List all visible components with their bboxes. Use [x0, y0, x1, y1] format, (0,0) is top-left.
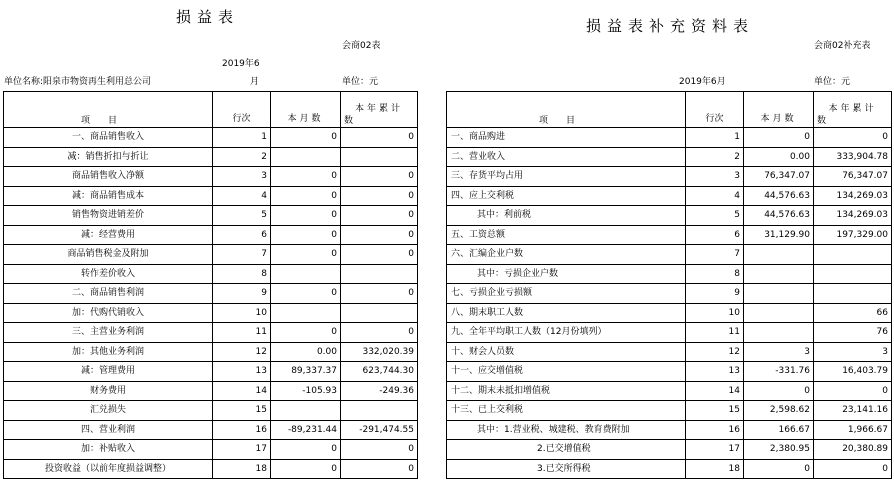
row-month-cell	[271, 147, 341, 167]
row-line-no-cell: 10	[213, 303, 271, 323]
row-item-cell: 八、期末职工人数	[447, 303, 686, 323]
row-item-cell: 五、工资总额	[447, 225, 686, 245]
row-month-cell: 31,129.90	[744, 225, 814, 245]
row-month-cell	[744, 245, 814, 265]
row-ytd-cell: 0	[341, 323, 418, 343]
table-row	[447, 440, 892, 460]
row-line-no-cell: 8	[213, 264, 271, 284]
table-row	[4, 284, 418, 304]
row-ytd-cell: 0	[341, 128, 418, 148]
row-item-cell: 十一、应交增值税	[447, 362, 686, 382]
table-row	[447, 284, 892, 304]
row-item-cell: 三、存货平均占用	[447, 167, 686, 187]
row-month-cell: 2,598.62	[744, 401, 814, 421]
table-row	[447, 264, 892, 284]
table-row	[447, 459, 892, 479]
row-ytd-cell: -291,474.55	[341, 420, 418, 440]
row-ytd-cell: 76	[814, 323, 892, 343]
row-item-cell: 一、商品购进	[447, 128, 686, 148]
row-item-cell: 2.已交增值税	[447, 440, 686, 460]
row-line-no-cell: 17	[213, 440, 271, 460]
row-line-no-cell: 17	[686, 440, 744, 460]
table-row	[447, 225, 892, 245]
table-row	[447, 362, 892, 382]
row-month-cell: 0	[271, 206, 341, 226]
row-line-no-cell: 18	[213, 459, 271, 479]
income-supplement-table	[446, 91, 892, 479]
row-month-cell: -331.76	[744, 362, 814, 382]
row-line-no-cell: 12	[686, 342, 744, 362]
row-item-cell: 减：经营费用	[4, 225, 213, 245]
row-ytd-cell: 1,966.67	[814, 420, 892, 440]
row-ytd-cell	[814, 264, 892, 284]
row-month-cell: 0	[271, 167, 341, 187]
row-line-no-cell: 2	[213, 147, 271, 167]
right-form-code: 会商02补充表	[814, 41, 871, 51]
row-month-cell: -105.93	[271, 381, 341, 401]
table-row	[447, 206, 892, 226]
row-item-cell: 二、营业收入	[447, 147, 686, 167]
row-month-cell: 0.00	[744, 147, 814, 167]
row-month-cell: 0	[744, 128, 814, 148]
row-month-cell: 0	[271, 459, 341, 479]
row-item-cell: 销售物资进销差价	[4, 206, 213, 226]
row-line-no-cell: 16	[686, 420, 744, 440]
row-month-cell: 3	[744, 342, 814, 362]
row-month-cell: 0	[271, 284, 341, 304]
row-item-cell: 其中：利前税	[447, 206, 686, 226]
row-line-no-cell: 5	[213, 206, 271, 226]
table-row	[4, 401, 418, 421]
row-line-no-cell: 18	[686, 459, 744, 479]
table-row	[447, 323, 892, 343]
row-item-cell: 四、营业利润	[4, 420, 213, 440]
table-row	[4, 420, 418, 440]
income-statement-table	[3, 91, 418, 479]
row-ytd-cell: 0	[814, 459, 892, 479]
row-ytd-cell: 0	[341, 284, 418, 304]
row-line-no-cell: 1	[686, 128, 744, 148]
row-ytd-cell: 0	[814, 128, 892, 148]
row-ytd-cell: 134,269.03	[814, 206, 892, 226]
row-month-cell: 44,576.63	[744, 206, 814, 226]
row-line-no-cell: 13	[686, 362, 744, 382]
row-line-no-cell: 5	[686, 206, 744, 226]
row-ytd-cell	[341, 264, 418, 284]
row-ytd-cell: 0	[341, 245, 418, 265]
row-ytd-cell: 20,380.89	[814, 440, 892, 460]
table-row	[4, 264, 418, 284]
row-ytd-cell	[341, 303, 418, 323]
row-item-cell: 加：其他业务利润	[4, 342, 213, 362]
row-ytd-cell: 0	[341, 186, 418, 206]
row-line-no-cell: 7	[213, 245, 271, 265]
row-month-cell	[744, 323, 814, 343]
row-month-cell: -89,231.44	[271, 420, 341, 440]
row-ytd-cell: 76,347.07	[814, 167, 892, 187]
row-item-cell: 其中：亏损企业户数	[447, 264, 686, 284]
row-line-no-cell: 3	[213, 167, 271, 187]
header-ytd-line1: 本年累计	[354, 104, 403, 114]
row-ytd-cell: 332,020.39	[341, 342, 418, 362]
table-row	[4, 147, 418, 167]
row-item-cell: 六、汇编企业户数	[447, 245, 686, 265]
row-month-cell: 166.67	[744, 420, 814, 440]
row-month-cell	[271, 303, 341, 323]
row-month-cell: 0	[744, 459, 814, 479]
row-item-cell: 十、财会人员数	[447, 342, 686, 362]
header-ytd-line2: 数	[344, 116, 354, 126]
left-date-line2: 月	[250, 77, 260, 87]
table-row	[4, 167, 418, 187]
row-line-no-cell: 15	[213, 401, 271, 421]
row-line-no-cell: 9	[686, 284, 744, 304]
row-item-cell: 四、应上交利税	[447, 186, 686, 206]
left-unit-name: 单位名称:阳泉市物资再生利用总公司	[4, 77, 152, 87]
row-line-no-cell: 12	[213, 342, 271, 362]
row-line-no-cell: 4	[213, 186, 271, 206]
table-row	[4, 342, 418, 362]
right-title: 损益表补充资料表	[586, 17, 755, 35]
row-line-no-cell: 6	[213, 225, 271, 245]
row-item-cell: 加：补贴收入	[4, 440, 213, 460]
header-month: 本月数	[744, 92, 814, 128]
row-line-no-cell: 16	[213, 420, 271, 440]
row-item-cell: 十二、期末未抵扣增值税	[447, 381, 686, 401]
row-ytd-cell	[341, 147, 418, 167]
row-month-cell: 0	[744, 381, 814, 401]
row-item-cell: 减：销售折扣与折让	[4, 147, 213, 167]
table-row	[447, 186, 892, 206]
row-item-cell: 一、商品销售收入	[4, 128, 213, 148]
row-ytd-cell	[341, 401, 418, 421]
row-item-cell: 汇兑损失	[4, 401, 213, 421]
row-item-cell: 三、主营业务利润	[4, 323, 213, 343]
row-item-cell: 九、全年平均职工人数（12月份填列）	[447, 323, 686, 343]
table-row	[447, 128, 892, 148]
table-row	[4, 128, 418, 148]
table-row	[4, 440, 418, 460]
row-line-no-cell: 8	[686, 264, 744, 284]
row-ytd-cell: 0	[341, 167, 418, 187]
row-month-cell: 2,380.95	[744, 440, 814, 460]
row-line-no-cell: 3	[686, 167, 744, 187]
row-line-no-cell: 1	[213, 128, 271, 148]
row-item-cell: 减：管理费用	[4, 362, 213, 382]
row-ytd-cell: 623,744.30	[341, 362, 418, 382]
row-ytd-cell: 197,329.00	[814, 225, 892, 245]
table-row	[4, 381, 418, 401]
row-month-cell: 76,347.07	[744, 167, 814, 187]
header-ytd	[341, 92, 418, 128]
table-row	[447, 420, 892, 440]
row-month-cell	[744, 303, 814, 323]
table-row	[4, 206, 418, 226]
table-row	[447, 245, 892, 265]
row-month-cell: 0	[271, 245, 341, 265]
row-item-cell: 十三、已上交利税	[447, 401, 686, 421]
row-month-cell: 44,576.63	[744, 186, 814, 206]
row-month-cell: 0	[271, 128, 341, 148]
row-item-cell: 七、亏损企业亏损额	[447, 284, 686, 304]
row-item-cell: 其中：1.营业税、城建税、教育费附加	[447, 420, 686, 440]
table-row	[447, 401, 892, 421]
header-line-no: 行次	[213, 92, 271, 128]
left-currency-unit: 单位：元	[342, 77, 379, 87]
left-date-line1: 2019年6	[222, 59, 260, 69]
table-row	[4, 362, 418, 382]
row-ytd-cell: 134,269.03	[814, 186, 892, 206]
row-line-no-cell: 9	[213, 284, 271, 304]
row-ytd-cell	[814, 284, 892, 304]
row-item-cell: 3.已交所得税	[447, 459, 686, 479]
header-item: 项目	[4, 92, 213, 128]
row-item-cell: 加：代购代销收入	[4, 303, 213, 323]
row-item-cell: 商品销售收入净额	[4, 167, 213, 187]
row-ytd-cell	[814, 245, 892, 265]
row-month-cell: 0	[271, 225, 341, 245]
row-line-no-cell: 13	[213, 362, 271, 382]
row-line-no-cell: 10	[686, 303, 744, 323]
row-ytd-cell: 3	[814, 342, 892, 362]
header-item: 项目	[447, 92, 686, 128]
table-row	[4, 303, 418, 323]
row-ytd-cell: 23,141.16	[814, 401, 892, 421]
left-title: 损益表	[176, 8, 240, 26]
table-row	[447, 381, 892, 401]
row-item-cell: 商品销售税金及附加	[4, 245, 213, 265]
row-line-no-cell: 11	[686, 323, 744, 343]
row-month-cell	[744, 264, 814, 284]
row-line-no-cell: 2	[686, 147, 744, 167]
header-line-no: 行次	[686, 92, 744, 128]
table-row	[4, 186, 418, 206]
table-header-row	[4, 92, 418, 128]
table-row	[447, 342, 892, 362]
row-line-no-cell: 7	[686, 245, 744, 265]
row-month-cell: 0	[271, 186, 341, 206]
row-item-cell: 转作差价收入	[4, 264, 213, 284]
table-row	[447, 167, 892, 187]
row-ytd-cell: 0	[341, 206, 418, 226]
header-ytd-line1: 本年累计	[828, 104, 877, 114]
row-month-cell	[271, 264, 341, 284]
header-ytd	[814, 92, 892, 128]
right-date: 2019年6月	[679, 77, 726, 87]
row-ytd-cell: 0	[814, 381, 892, 401]
right-currency-unit: 单位：元	[814, 77, 851, 87]
row-ytd-cell: -249.36	[341, 381, 418, 401]
row-line-no-cell: 15	[686, 401, 744, 421]
left-form-code: 会商02表	[342, 41, 381, 51]
header-ytd-line2: 数	[817, 116, 827, 126]
table-row	[4, 323, 418, 343]
table-row	[447, 303, 892, 323]
row-month-cell: 89,337.37	[271, 362, 341, 382]
header-month: 本月数	[271, 92, 341, 128]
row-month-cell	[744, 284, 814, 304]
row-line-no-cell: 6	[686, 225, 744, 245]
row-line-no-cell: 14	[686, 381, 744, 401]
row-month-cell: 0	[271, 323, 341, 343]
row-line-no-cell: 14	[213, 381, 271, 401]
row-line-no-cell: 4	[686, 186, 744, 206]
row-ytd-cell: 0	[341, 440, 418, 460]
row-ytd-cell: 333,904.78	[814, 147, 892, 167]
row-month-cell	[271, 401, 341, 421]
table-row	[4, 459, 418, 479]
row-line-no-cell: 11	[213, 323, 271, 343]
table-header-row	[447, 92, 892, 128]
row-item-cell: 减：商品销售成本	[4, 186, 213, 206]
row-item-cell: 二、商品销售利润	[4, 284, 213, 304]
row-ytd-cell: 16,403.79	[814, 362, 892, 382]
row-month-cell: 0	[271, 440, 341, 460]
row-ytd-cell: 0	[341, 225, 418, 245]
table-row	[4, 225, 418, 245]
row-item-cell: 投资收益（以前年度损益调整）	[4, 459, 213, 479]
row-month-cell: 0.00	[271, 342, 341, 362]
row-ytd-cell: 66	[814, 303, 892, 323]
row-item-cell: 财务费用	[4, 381, 213, 401]
table-row	[447, 147, 892, 167]
table-row	[4, 245, 418, 265]
row-ytd-cell: 0	[341, 459, 418, 479]
